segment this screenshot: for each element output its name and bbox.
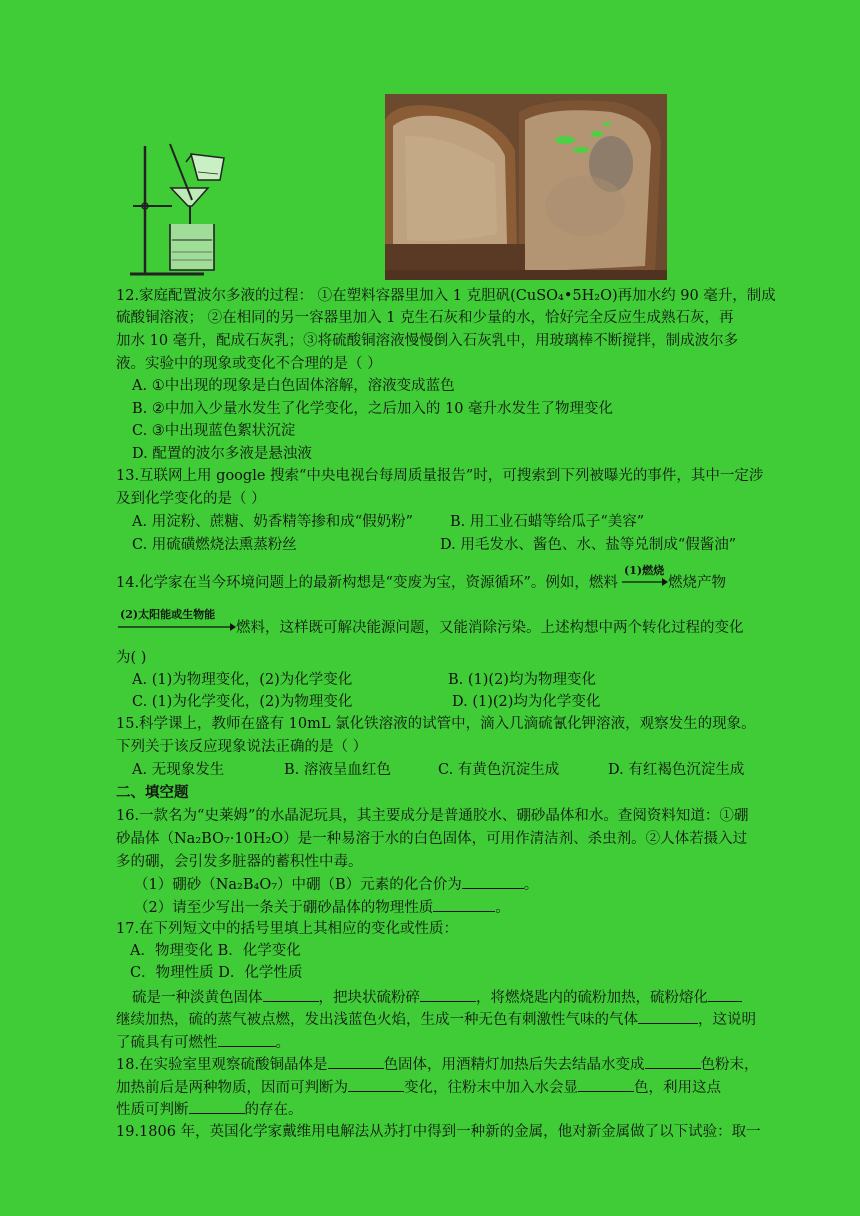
q17-options-ab: A．物理变化 B．化学变化 — [130, 943, 301, 959]
q18-blank-4[interactable] — [578, 1077, 634, 1092]
q14-option-d: D. (1)(2)均为化学变化 — [452, 694, 601, 710]
q12-stem-line4: 液。实验中的现象或变化不合理的是（ ） — [116, 356, 382, 372]
q18-stem-line3 — [116, 1099, 303, 1120]
q13-option-a: A. 用淀粉、蔗糖、奶香精等掺和成“假奶粉” — [132, 514, 414, 530]
q18-l1-seg2: 色固体，用酒精灯加热后失去结晶水变成 — [383, 1057, 645, 1073]
q18-l1-seg1: 18.在实验室里观察硫酸铜晶体是 — [116, 1057, 328, 1073]
q14-stem-line3: 为( ) — [116, 650, 147, 666]
q12-option-a: A. ①中出现的现象是白色固体溶解，溶液变成蓝色 — [132, 378, 455, 394]
q17-p1-seg3: ，将燃烧匙内的硫粉加热，硫粉熔化 — [476, 990, 708, 1006]
q16-subquestion-2 — [134, 897, 510, 918]
q14-arrow2-icon — [118, 622, 236, 632]
q14-option-b: B. (1)(2)均为物理变化 — [448, 672, 596, 688]
section-heading-fill-blank: 二、填空题 — [116, 784, 189, 801]
q16-sub1-end: 。 — [523, 877, 539, 893]
q14-stem-line1-product: 燃烧产物 — [668, 575, 726, 591]
moldy-bread-photo — [385, 94, 667, 280]
q16-sub1-blank[interactable] — [462, 874, 524, 889]
q16-sub2-blank[interactable] — [433, 897, 495, 912]
q14-arrow1-icon — [622, 577, 668, 587]
q12-option-c: C. ③中出现蓝色絮状沉淀 — [132, 423, 296, 439]
q15-stem-line1: 15.科学课上，教师在盛有 10mL 氯化铁溶液的试管中，滴入几滴硫氰化钾溶液，观察发生的现象。 — [116, 716, 756, 732]
q17-p3-seg1: 了硫具有可燃性 — [116, 1035, 218, 1051]
q14-option-c: C. (1)为化学变化，(2)为物理变化 — [132, 694, 353, 710]
q17-blank-4[interactable] — [638, 1009, 698, 1024]
q13-stem-line1: 13.互联网上用 google 搜索“中央电视台每周质量报告”时，可搜索到下列被曝光的事件，其中一定涉 — [116, 468, 764, 484]
q12-stem-line2: 硫酸铜溶液； ②在相同的另一容器里加入 1 克生石灰和少量的水，恰好完全反应生成熟石灰，再 — [116, 310, 734, 326]
q18-stem-line1 — [116, 1054, 759, 1075]
q16-subquestion-1 — [134, 874, 538, 895]
q18-blank-5[interactable] — [189, 1099, 245, 1114]
q18-l3-seg1: 性质可判断 — [116, 1102, 189, 1118]
q13-stem-line2: 及到化学变化的是（ ） — [116, 491, 266, 507]
q15-option-d: D. 有红褐色沉淀生成 — [608, 762, 745, 778]
q18-blank-3[interactable] — [348, 1077, 404, 1092]
q14-stem-line2: 燃料，这样既可解决能源问题，又能消除污染。上述构想中两个转化过程的变化 — [236, 620, 744, 636]
q17-stem-line1: 17.在下列短文中的括号里填上其相应的变化或性质： — [116, 921, 459, 937]
q17-blank-2[interactable] — [420, 987, 476, 1002]
q18-l2-seg2: 变化，往粉末中加入水会显 — [404, 1080, 578, 1096]
q18-l2-seg1: 加热前后是两种物质，因而可判断为 — [116, 1080, 348, 1096]
q14-option-a: A. (1)为物理变化，(2)为化学变化 — [132, 672, 353, 688]
q16-stem-line3: 多的硼，会引发多脏器的蓄积性中毒。 — [116, 854, 363, 870]
q17-p2-seg2: ，这说明 — [698, 1012, 756, 1028]
q18-l2-seg3: 色，利用这点 — [634, 1080, 721, 1096]
q13-option-c: C. 用硫磺燃烧法熏蒸粉丝 — [132, 537, 297, 553]
q12-stem-line3: 加水 10 毫升，配成石灰乳；③将硫酸铜溶液慢慢倒入石灰乳中，用玻璃棒不断搅拌，制成波尔多 — [116, 333, 739, 349]
q16-sub2-text: （2）请至少写出一条关于硼砂晶体的物理性质 — [134, 900, 434, 916]
q16-sub2-end: 。 — [495, 900, 510, 916]
q17-p3-seg2: 。 — [275, 1035, 290, 1051]
q12-option-b: B. ②中加入少量水发生了化学变化，之后加入的 10 毫升水发生了物理变化 — [132, 401, 614, 417]
q15-option-a: A. 无现象发生 — [132, 762, 225, 778]
q18-l1-seg3: 色粉末， — [700, 1057, 759, 1073]
q17-passage-line3 — [116, 1032, 290, 1053]
q14-arrow1-label: (1)燃烧 — [624, 564, 665, 577]
q18-blank-2[interactable] — [645, 1054, 701, 1069]
q12-option-d: D. 配置的波尔多液是悬浊液 — [132, 446, 312, 462]
q15-stem-line2: 下列关于该反应现象说法正确的是（ ） — [116, 739, 368, 755]
q17-options-cd: C．物理性质 D．化学性质 — [130, 965, 303, 981]
q14-stem-line1: 14.化学家在当今环境问题上的最新构想是“变废为宝，资源循环”。例如，燃料 — [116, 575, 618, 591]
q16-stem-line1: 16.一款名为“史莱姆”的水晶泥玩具，其主要成分是普通胶水、硼砂晶体和水。查阅资料知道：①硼 — [116, 808, 749, 824]
q19-stem-line1: 19.1806 年，英国化学家戴维用电解法从苏打中得到一种新的金属，他对新金属做了以下试验：取一 — [116, 1124, 761, 1140]
q17-p1-seg1: 硫是一种淡黄色固体 — [132, 990, 263, 1006]
q14-arrow2-label: (2)太阳能或生物能 — [120, 608, 216, 621]
q17-blank-5[interactable] — [218, 1032, 276, 1047]
q13-option-b: B. 用工业石蜡等给瓜子“美容” — [450, 514, 645, 530]
q17-passage-line1 — [132, 987, 742, 1008]
q17-p2-seg1: 继续加热，硫的蒸气被点燃，发出浅蓝色火焰，生成一种无色有刺激性气味的气体 — [116, 1012, 638, 1028]
q16-stem-line2: 砂晶体（Na₂BO₇·10H₂O）是一种易溶于水的白色固体，可用作清洁剂、杀虫剂。②人体若摄入过 — [116, 831, 748, 847]
q18-stem-line2 — [116, 1077, 721, 1098]
q16-sub1-text: （1）硼砂（Na₂B₄O₇）中硼（B）元素的化合价为 — [134, 877, 462, 893]
q17-p1-seg2: ，把块状硫粉碎 — [318, 990, 420, 1006]
q18-blank-1[interactable] — [328, 1054, 384, 1069]
q17-blank-1[interactable] — [263, 987, 319, 1002]
filtration-apparatus-figure — [128, 140, 228, 278]
q12-stem-line1: 12.家庭配置波尔多液的过程： ①在塑料容器里加入 1 克胆矾(CuSO₄•5H₂O)再加水约 90 毫升，制成 — [116, 288, 776, 304]
q13-option-d: D. 用毛发水、酱色、水、盐等兑制成“假酱油” — [440, 537, 737, 553]
q15-option-b: B. 溶液呈血红色 — [284, 762, 391, 778]
q18-l3-seg2: 的存在。 — [244, 1102, 303, 1118]
q15-option-c: C. 有黄色沉淀生成 — [438, 762, 560, 778]
q17-passage-line2 — [116, 1009, 756, 1030]
q17-blank-3[interactable] — [708, 987, 742, 1002]
